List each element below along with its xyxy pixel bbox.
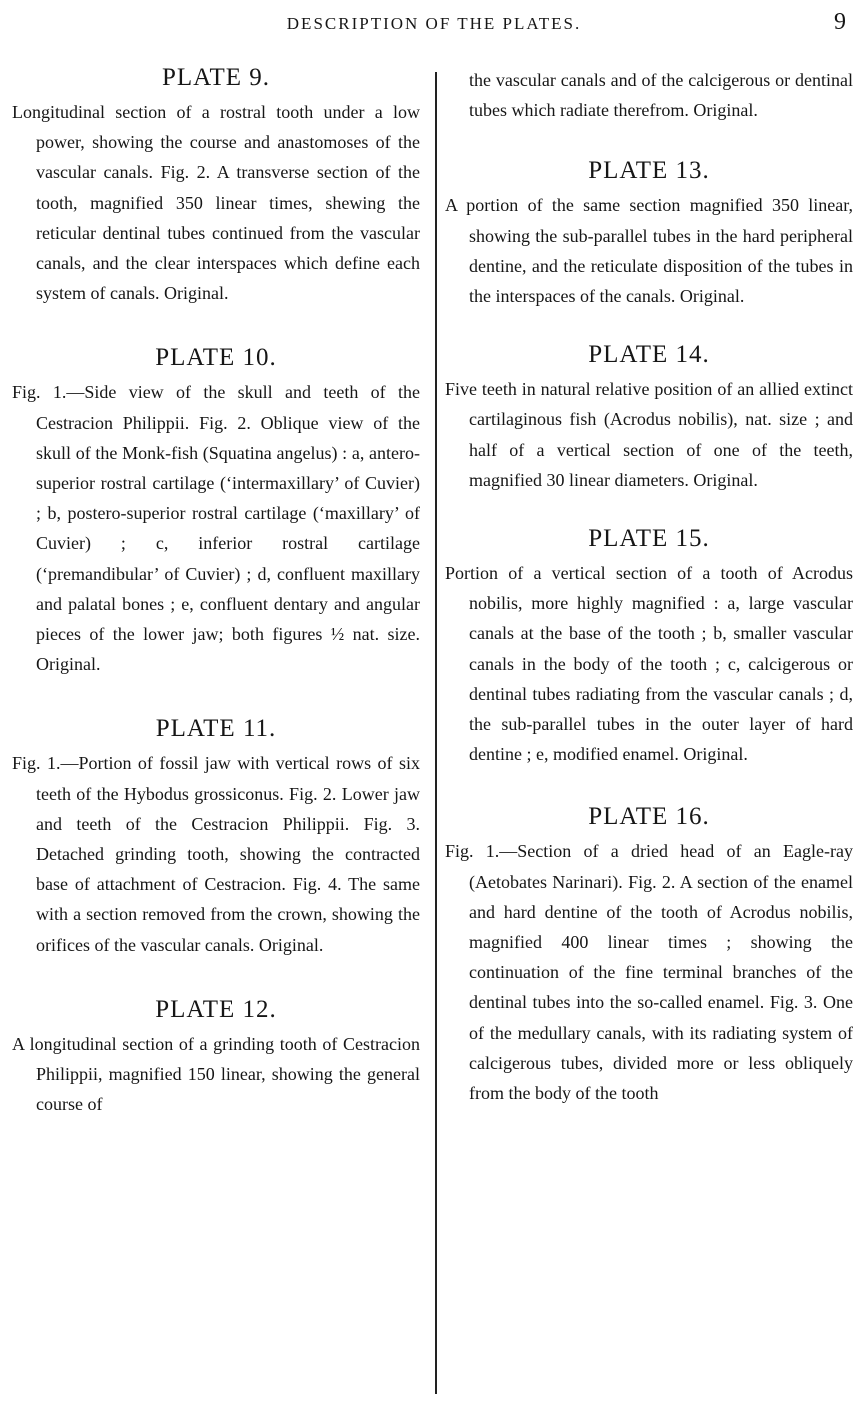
running-head: DESCRIPTION OF THE PLATES. [286,14,582,33]
plate-13-description: A portion of the same section magnified 350 linear, showing the sub-parallel tubes in the hard peripheral dentine, and the reticulate disposition of the tubes in the interspaces of the canals. Original. [445,195,853,307]
plate-9-description: Longitudinal section of a rostral tooth under a low power, showing the course and anastomoses of the vascular canals. Fig. 2. A transverse section of the tooth, magnified 350 linear times, shewing the reticular dentinal tubes continued from the vascular canals, and the clear interspaces which define each system of canals. Original. [12,102,420,304]
plate-16-entry [445,803,853,1108]
plate-16-title: PLATE 16. [588,803,710,831]
plate-15-description: Portion of a vertical section of a tooth of Acrodus nobilis, more highly magnified : a, large vascular canals at the base of the tooth ; b, smaller vascular canals in the body of the tooth ; c, calcigerous or dentinal tubes radiating from the vascular canals ; d, the sub-parallel tubes in the outer layer of hard dentine ; e, modified enamel. Original. [445,563,853,765]
page-header [0,9,868,42]
plate-12-continued-entry [445,65,853,125]
plate-15-title: PLATE 15. [588,525,710,553]
plate-14-description: Five teeth in natural relative position of an allied extinct cartilaginous fish (Acrodus nobilis), nat. size ; and half of a vertical section of one of the teeth, magnified 30 linear diameters. Original. [445,379,853,490]
plate-10-description: Fig. 1.—Side view of the skull and teeth of the Cestracion Philippii. Fig. 2. Oblique view of the skull of the Monk-fish (Squatina angelus) : a, antero-superior rostral cartilage (‘intermaxillary’ of Cuvier) ; b, postero-superior rostral cartilage (‘maxillary’ of Cuvier) ; c, inferior rostral cartilage (‘premandibular’ of Cuvier) ; d, confluent maxillary and palatal bones ; e, confluent dentary and angular pieces of the lower jaw; both figures ½ nat. size. Original. [12,382,420,675]
plate-9-title: PLATE 9. [162,64,270,91]
plate-12-description: A longitudinal section of a grinding tooth of Cestracion Philippii, magnified 150 linear, showing the general course of [12,1033,420,1115]
plate-11-description: Fig. 1.—Portion of fossil jaw with vertical rows of six teeth of the Hybodus grossiconus. Fig. 2. Lower jaw and teeth of the Cestracion Philippii. Fig. 3. Detached grinding tooth, showing the contracted base of attachment of Cestracion. Fig. 4. The same with a section removed from the crown, showing the orifices of the vascular canals. Original. [12,753,420,955]
plate-9-entry [12,64,420,308]
plate-13-entry [445,157,853,311]
plate-11-entry [12,715,420,959]
plate-14-entry [445,341,853,495]
plate-14-title: PLATE 14. [588,341,710,369]
plate-10-entry [12,344,420,679]
page-number: 9 [834,9,846,35]
plate-12-entry [12,996,420,1120]
plate-12-description-continued: the vascular canals and of the calcigerous or dentinal tubes which radiate therefrom. Original. [469,70,853,121]
left-column [12,58,420,1119]
plate-16-description: Fig. 1.—Section of a dried head of an Eagle-ray (Aetobates Narinari). Fig. 2. A section of the enamel and hard dentine of the tooth of Acrodus nobilis, magnified 400 linear times ; showing the continuation of the fine terminal branches of the dentinal tubes into the so-called enamel. Fig. 3. One of the medullary canals, with its radiating system of calcigerous tubes, divided more or less obliquely from the body of the tooth [445,841,853,1104]
plate-15-entry [445,525,853,769]
plate-13-title: PLATE 13. [588,157,710,185]
column-divider [435,72,437,1394]
plate-11-title: PLATE 11. [155,715,277,743]
plate-10-title: PLATE 10. [155,344,277,372]
right-column [445,58,853,1108]
plate-12-title: PLATE 12. [155,995,277,1023]
